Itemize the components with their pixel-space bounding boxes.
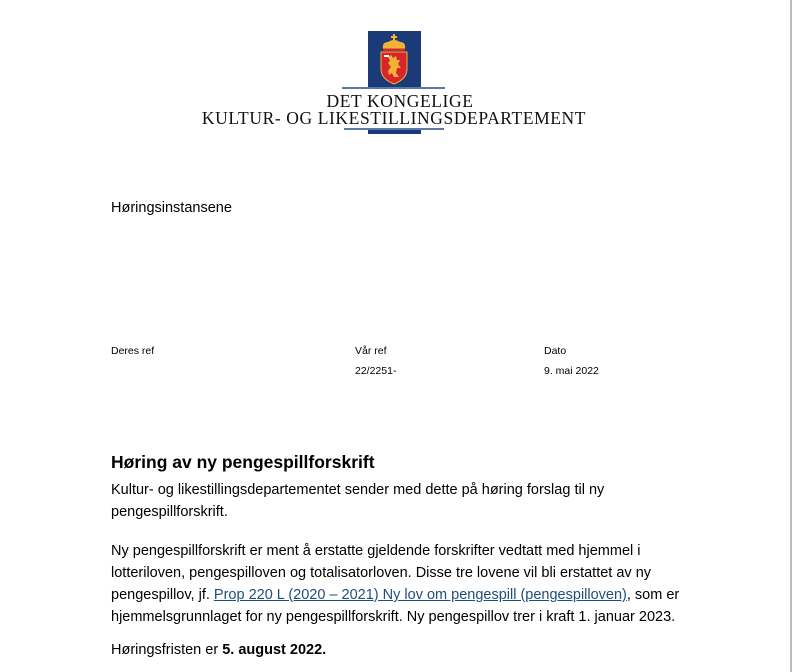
paragraph-2-line-3	[111, 584, 679, 606]
paragraph-2-line-2: lotteriloven, pengespilloven og totalisatorloven. Disse tre lovene vil bli erstattet av ny	[111, 565, 652, 581]
var-ref-value: 22/2251-	[355, 365, 397, 377]
letterhead-line-2: KULTUR- OG LIKESTILLINGSDEPARTEMENT	[201, 108, 587, 128]
recipient: Høringsinstansene	[111, 200, 232, 216]
paragraph-2-line-3-suffix: , som er	[626, 587, 680, 603]
deres-ref-label: Deres ref	[111, 345, 155, 357]
dato-label: Dato	[544, 345, 567, 357]
paragraph-1-line-1: Kultur- og likestillingsdepartementet sender med dette på høring forslag til ny	[111, 482, 605, 498]
deadline-date: 5. august 2022.	[222, 642, 327, 658]
paragraph-1-line-2: pengespillforskrift.	[111, 504, 228, 520]
letterhead-rule-top	[342, 87, 445, 89]
var-ref-label: Vår ref	[355, 345, 387, 357]
letterhead-line-1: DET KONGELIGE	[326, 91, 474, 111]
coat-of-arms-icon	[377, 33, 411, 85]
paragraph-2-line-3-prefix: pengespillov, jf.	[111, 587, 214, 603]
prop-220-l-link[interactable]: Prop 220 L (2020 – 2021) Ny lov om pengespill (pengespilloven)	[213, 587, 627, 603]
deadline-line	[111, 639, 326, 661]
paragraph-2-line-1: Ny pengespillforskrift er ment å erstatte gjeldende forskrifter vedtatt med hjemmel i	[111, 543, 641, 559]
document-heading: Høring av ny pengespillforskrift	[111, 452, 375, 472]
paragraph-2-line-4: hjemmelsgrunnlaget for ny pengespillforskrift. Ny pengespillov trer i kraft 1. januar 2023.	[111, 609, 676, 625]
letterhead-bottom-block	[368, 130, 421, 134]
dato-value: 9. mai 2022	[544, 365, 599, 377]
deadline-prefix: Høringsfristen er	[111, 642, 223, 658]
